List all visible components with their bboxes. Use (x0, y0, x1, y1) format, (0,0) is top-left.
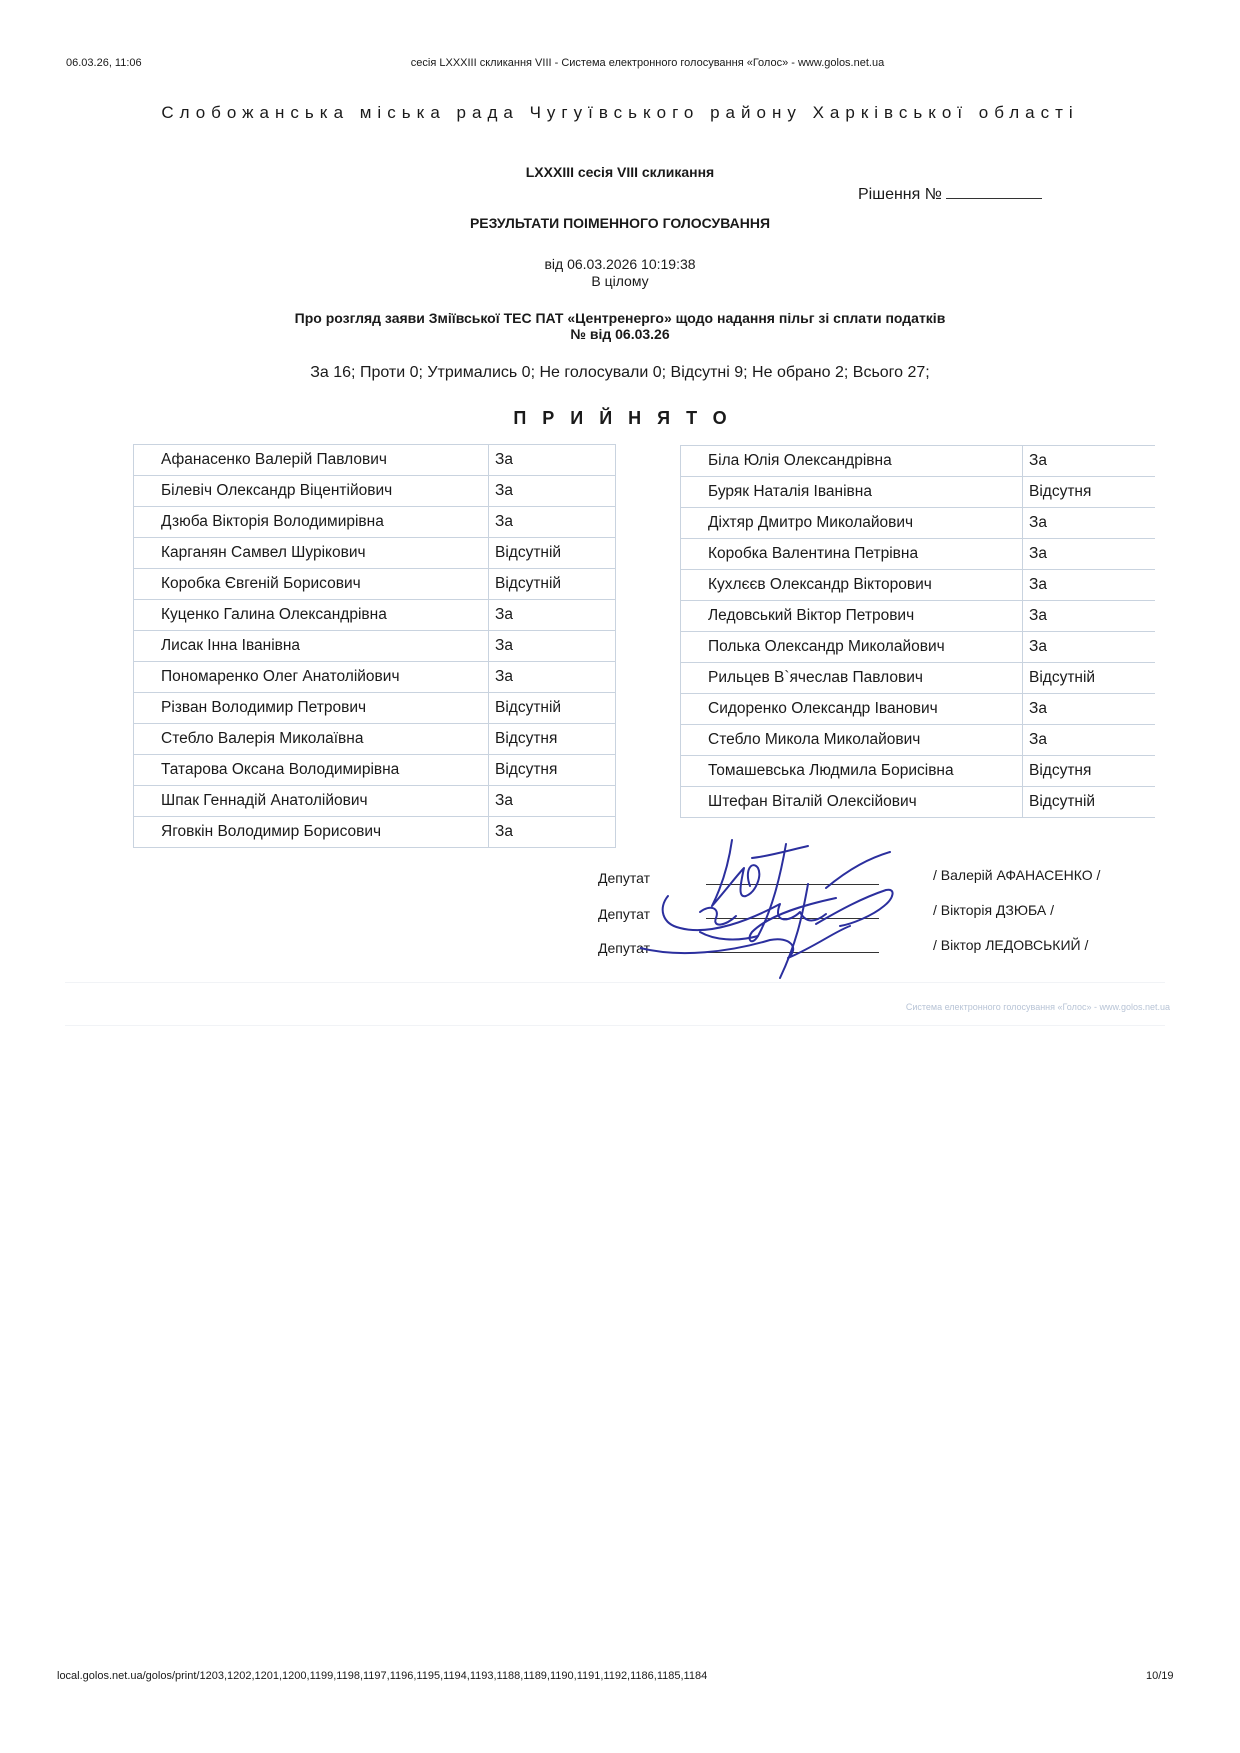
vote-row (681, 632, 1156, 663)
signatory-role: Депутат (598, 870, 650, 886)
scan-artifact-line (65, 982, 1165, 983)
vote-row (134, 755, 616, 786)
vote-row (134, 600, 616, 631)
vote-row (681, 570, 1156, 601)
vote-row (134, 538, 616, 569)
vote-value: За (1023, 601, 1156, 632)
vote-value: Відсутня (489, 724, 616, 755)
print-datetime: 06.03.26, 11:06 (66, 57, 142, 69)
vote-value: За (489, 631, 616, 662)
vote-row (681, 508, 1156, 539)
signatory-name: / Вікторія ДЗЮБА / (933, 902, 1054, 918)
deputy-name: Білевіч Олександр Віцентійович (134, 476, 489, 507)
vote-row (134, 507, 616, 538)
vote-value: За (1023, 539, 1156, 570)
vote-value: За (1023, 508, 1156, 539)
vote-value: За (489, 662, 616, 693)
council-name: Слобожанська міська рада Чугуївського району Харківської області (161, 103, 1079, 122)
vote-row (134, 631, 616, 662)
left-votes-table (133, 444, 616, 848)
deputy-name: Рильцев В`ячеслав Павлович (681, 663, 1023, 694)
vote-value: Відсутня (1023, 477, 1156, 508)
right-votes-table (680, 445, 1155, 818)
deputy-name: Куценко Галина Олександрівна (134, 600, 489, 631)
deputy-name: Діхтяр Дмитро Миколайович (681, 508, 1023, 539)
subject-title: Про розгляд заяви Зміївської ТЕС ПАТ «Центренерго» щодо надання пільг зі сплати податків (294, 310, 946, 326)
deputy-name: Стебло Микола Миколайович (681, 725, 1023, 756)
decision-number (858, 184, 1042, 204)
deputy-name: Коробка Валентина Петрівна (681, 539, 1023, 570)
vote-row (681, 446, 1156, 477)
vote-outcome: ПРИЙНЯТО (513, 408, 743, 428)
deputy-name: Лисак Інна Іванівна (134, 631, 489, 662)
deputy-name: Стебло Валерія Миколаївна (134, 724, 489, 755)
footer-page-number: 10/19 (1146, 1670, 1174, 1682)
vote-value: За (489, 600, 616, 631)
deputy-name: Дзюба Вікторія Володимирівна (134, 507, 489, 538)
results-title: РЕЗУЛЬТАТИ ПОІМЕННОГО ГОЛОСУВАННЯ (469, 215, 771, 231)
vote-row (681, 663, 1156, 694)
vote-date: від 06.03.2026 10:19:38 (544, 256, 696, 272)
deputy-name: Сидоренко Олександр Іванович (681, 694, 1023, 725)
vote-row (681, 756, 1156, 787)
subject-number: № від 06.03.26 (570, 326, 670, 342)
deputy-name: Пономаренко Олег Анатолійович (134, 662, 489, 693)
vote-value: Відсутній (489, 569, 616, 600)
vote-row (134, 693, 616, 724)
vote-value: За (1023, 725, 1156, 756)
deputy-name: Афанасенко Валерій Павлович (134, 445, 489, 476)
vote-row (134, 817, 616, 848)
handwritten-signatures (640, 828, 920, 988)
vote-value: За (1023, 446, 1156, 477)
deputy-name: Шпак Геннадій Анатолійович (134, 786, 489, 817)
vote-value: За (489, 476, 616, 507)
signatory-role: Депутат (598, 940, 650, 956)
vote-row (681, 601, 1156, 632)
vote-value: За (1023, 632, 1156, 663)
signature-stroke (750, 844, 836, 941)
vote-value: Відсутній (1023, 787, 1156, 818)
print-system-title: сесія LXXXIII скликання VIII - Система електронного голосування «Голос» - www.golos.net.ua (410, 57, 885, 69)
deputy-name: Яговкін Володимир Борисович (134, 817, 489, 848)
vote-value: Відсутня (1023, 756, 1156, 787)
deputy-name: Біла Юлія Олександрівна (681, 446, 1023, 477)
vote-value: За (489, 507, 616, 538)
signatory-name: / Валерій АФАНАСЕНКО / (933, 867, 1101, 883)
vote-value: Відсутня (489, 755, 616, 786)
deputy-name: Кухлєєв Олександр Вікторович (681, 570, 1023, 601)
signature-stroke (640, 926, 850, 958)
vote-value: За (489, 445, 616, 476)
deputy-name: Буряк Наталія Іванівна (681, 477, 1023, 508)
vote-value: Відсутній (489, 693, 616, 724)
deputy-name: Коробка Євгеній Борисович (134, 569, 489, 600)
vote-row (134, 445, 616, 476)
vote-value: Відсутній (1023, 663, 1156, 694)
vote-row (681, 694, 1156, 725)
deputy-name: Ледовський Віктор Петрович (681, 601, 1023, 632)
vote-value: За (1023, 694, 1156, 725)
vote-value: Відсутній (489, 538, 616, 569)
deputy-name: Різван Володимир Петрович (134, 693, 489, 724)
vote-row (134, 724, 616, 755)
vote-value: За (489, 786, 616, 817)
decision-label: Рішення № (858, 186, 942, 203)
deputy-name: Карганян Самвел Шурікович (134, 538, 489, 569)
footer-print-url: local.golos.net.ua/golos/print/1203,1202,1201,1200,1199,1198,1197,1196,1195,1194,1193,1188,1189,1190,1191,1192,1186,1185,1184 (57, 1670, 708, 1682)
deputy-name: Татарова Оксана Володимирівна (134, 755, 489, 786)
scan-artifact-line (65, 1025, 1165, 1026)
signatory-name: / Віктор ЛЕДОВСЬКИЙ / (933, 937, 1089, 953)
deputy-name: Штефан Віталій Олексійович (681, 787, 1023, 818)
vote-value: За (489, 817, 616, 848)
vote-row (134, 662, 616, 693)
vote-row (134, 476, 616, 507)
vote-summary: За 16; Проти 0; Утримались 0; Не голосували 0; Відсутні 9; Не обрано 2; Всього 27; (310, 364, 930, 381)
vote-row (134, 569, 616, 600)
vote-value: За (1023, 570, 1156, 601)
vote-row (681, 725, 1156, 756)
vote-row (681, 477, 1156, 508)
signature-stroke (712, 840, 759, 906)
vote-row (681, 787, 1156, 818)
vote-row (134, 786, 616, 817)
subject-block (0, 310, 1240, 342)
decision-blank (946, 184, 1042, 199)
signatory-role: Депутат (598, 906, 650, 922)
signature-stroke (700, 908, 736, 925)
deputy-name: Полька Олександр Миколайович (681, 632, 1023, 663)
footer-system-note: Система електронного голосування «Голос» - www.golos.net.ua (905, 1002, 1170, 1012)
vote-scope: В цілому (591, 273, 649, 289)
vote-date-block (0, 256, 1240, 290)
session-title: LXXXIII сесія VIII скликання (525, 164, 715, 180)
deputy-name: Томашевська Людмила Борисівна (681, 756, 1023, 787)
vote-row (681, 539, 1156, 570)
